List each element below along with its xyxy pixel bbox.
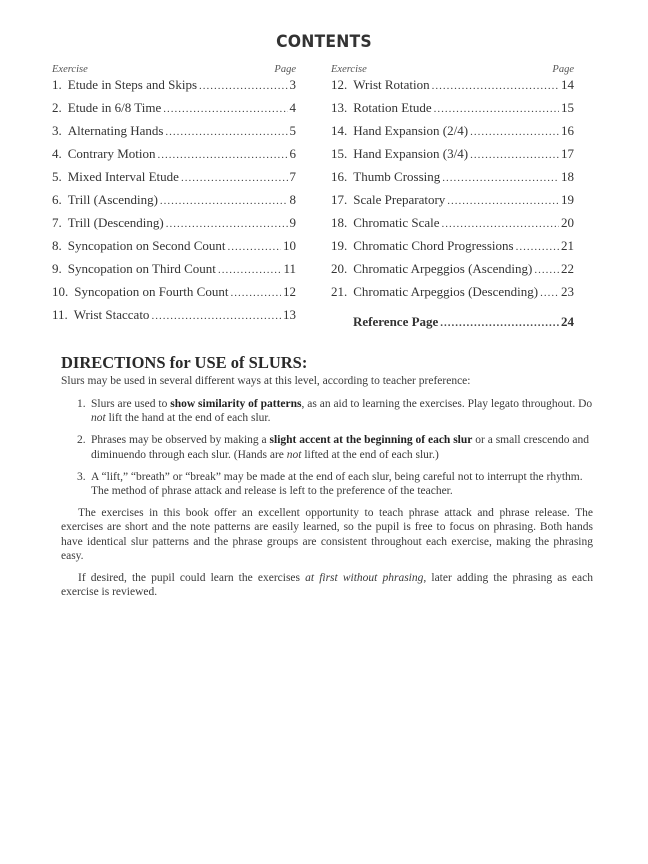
- directions-list: [61, 397, 593, 498]
- entry-number: 11.: [52, 307, 68, 322]
- entry-title: Alternating Hands: [67, 123, 164, 138]
- entry-page: 7: [289, 169, 296, 184]
- dot-leader: [199, 78, 287, 94]
- toc-entry[interactable]: [52, 238, 296, 255]
- dot-leader: [218, 262, 282, 278]
- toc-entry[interactable]: [52, 215, 296, 232]
- page-header: Page: [274, 64, 296, 75]
- entry-page: 5: [289, 123, 296, 138]
- entry-page: 24: [561, 314, 574, 329]
- entry-page: 22: [561, 261, 574, 276]
- body-paragraph: [61, 506, 593, 563]
- entry-title: Chromatic Scale: [353, 215, 440, 230]
- dot-leader: [442, 170, 559, 186]
- directions-intro: Slurs may be used in several different ways at this level, according to teacher preference:: [61, 375, 471, 387]
- dot-leader: [166, 216, 288, 232]
- entry-page: 23: [561, 284, 574, 299]
- italic-text: at first without phrasing: [305, 572, 424, 585]
- entry-number: 7.: [52, 215, 62, 230]
- text-run: Phrases may be observed by making a: [91, 434, 270, 447]
- toc-entry[interactable]: [52, 123, 296, 140]
- entry-title: Syncopation on Third Count: [67, 261, 216, 276]
- toc-entry[interactable]: [52, 77, 296, 94]
- dot-leader: [540, 285, 559, 301]
- toc-entry[interactable]: [331, 261, 574, 278]
- entry-page: 9: [289, 215, 296, 230]
- entry-title: Chromatic Arpeggios (Ascending): [353, 261, 533, 276]
- entry-number: 5.: [52, 169, 62, 184]
- entry-page: 18: [561, 169, 574, 184]
- entry-title: Contrary Motion: [67, 146, 156, 161]
- page-title: CONTENTS: [276, 32, 372, 52]
- entry-title: Trill (Descending): [67, 215, 164, 230]
- dot-leader: [151, 308, 281, 324]
- entry-page: 19: [561, 192, 574, 207]
- entry-title: Thumb Crossing: [353, 169, 441, 184]
- entry-page: 8: [289, 192, 296, 207]
- entry-number: 8.: [52, 238, 62, 253]
- toc-column-left: [52, 62, 296, 322]
- entry-number: 10.: [52, 284, 69, 299]
- entry-title: Scale Preparatory: [353, 192, 446, 207]
- entry-title: Syncopation on Fourth Count: [74, 284, 229, 299]
- directions-heading: DIRECTIONS for USE of SLURS:: [61, 353, 308, 372]
- text-run: or a small crescendo and diminuendo through each slur. (Hands are: [91, 434, 589, 461]
- italic-text: not: [91, 412, 106, 425]
- entry-number: 6.: [52, 192, 62, 207]
- entry-page: 17: [561, 146, 574, 161]
- dot-leader: [160, 193, 288, 209]
- entry-number: 3.: [52, 123, 62, 138]
- text-run: , as an aid to learning the exercises. Play legato throughout. Do: [301, 398, 593, 410]
- entry-number: 13.: [331, 100, 348, 115]
- entry-title: Wrist Staccato: [73, 307, 150, 322]
- toc-entry[interactable]: [331, 215, 574, 232]
- toc-entry[interactable]: [331, 284, 574, 301]
- entry-page: 13: [283, 307, 296, 322]
- dot-leader: [228, 239, 281, 255]
- entry-title: Chromatic Chord Progressions: [353, 238, 514, 253]
- toc-entry[interactable]: [331, 192, 574, 209]
- bold-text: show similarity of patterns: [170, 398, 302, 410]
- entry-title: Etude in 6/8 Time: [67, 100, 162, 115]
- item-text: [91, 398, 592, 424]
- entry-number: 16.: [331, 169, 348, 184]
- toc-entry[interactable]: [331, 100, 574, 117]
- entry-title: Rotation Etude: [353, 100, 432, 115]
- toc-entry[interactable]: [52, 169, 296, 186]
- entry-page: 15: [561, 100, 574, 115]
- entry-title: Mixed Interval Etude: [67, 169, 179, 184]
- entry-page: 21: [561, 238, 574, 253]
- page-header: Page: [552, 64, 574, 75]
- entry-number: 4.: [52, 146, 62, 161]
- toc-column-header: [52, 62, 296, 77]
- item-number: 3.: [77, 470, 86, 483]
- directions-item: [61, 470, 593, 498]
- dot-leader: [163, 101, 287, 117]
- entry-page: 16: [561, 123, 574, 138]
- directions-paragraphs: [61, 506, 593, 599]
- toc-entry[interactable]: [52, 307, 296, 324]
- entry-title: Reference Page: [353, 314, 439, 329]
- entry-title: Hand Expansion (2/4): [353, 123, 469, 138]
- entry-page: 12: [283, 284, 296, 299]
- entry-number: 19.: [331, 238, 348, 253]
- entry-page: 14: [561, 77, 574, 92]
- entry-number: 14.: [331, 123, 348, 138]
- toc-entry[interactable]: [52, 100, 296, 117]
- text-run: A “lift,” “breath” or “break” may be made at the end of each slur, being careful not to interrupt the rhythm. The method of phrase attack and release is left to the preference of the teacher.: [91, 470, 583, 498]
- toc-entry[interactable]: [331, 77, 574, 94]
- text-run: lift the hand at the end of each slur.: [105, 412, 271, 425]
- dot-leader: [434, 101, 559, 117]
- dot-leader: [516, 239, 559, 255]
- entry-number: 9.: [52, 261, 62, 276]
- entry-page: 3: [289, 77, 296, 92]
- directions-item: [61, 433, 593, 461]
- entry-title: Hand Expansion (3/4): [353, 146, 469, 161]
- toc-column-header: [331, 62, 574, 77]
- item-number: 1.: [77, 398, 86, 410]
- entry-page: 10: [283, 238, 296, 253]
- exercise-header: Exercise: [331, 64, 367, 75]
- entry-page: 20: [561, 215, 574, 230]
- text-run: lifted at the end of each slur.): [301, 448, 439, 461]
- exercise-header: Exercise: [52, 64, 88, 75]
- text-run: , later adding the phrasing as each exercise is reviewed.: [61, 572, 593, 599]
- dot-leader: [442, 216, 559, 232]
- toc-entry[interactable]: [331, 146, 574, 163]
- entry-number: 12.: [331, 77, 348, 92]
- item-text: [91, 471, 583, 497]
- entry-number: 2.: [52, 100, 62, 115]
- dot-leader: [470, 124, 559, 140]
- entry-number: 17.: [331, 192, 348, 207]
- toc-entry[interactable]: [52, 192, 296, 209]
- body-paragraph: [61, 571, 593, 599]
- toc-column-right: [331, 62, 574, 329]
- entry-number: 15.: [331, 146, 348, 161]
- entry-number: 21.: [331, 284, 348, 299]
- toc-entry-reference[interactable]: [331, 314, 574, 331]
- item-number: 2.: [77, 434, 86, 447]
- toc-entry[interactable]: [52, 284, 296, 301]
- text-run: If desired, the pupil could learn the exercises: [78, 572, 306, 585]
- entry-page: 4: [289, 100, 296, 115]
- toc-entry[interactable]: [331, 238, 574, 255]
- entry-page: 11: [283, 261, 296, 276]
- dot-leader: [165, 124, 287, 140]
- entry-page: 6: [289, 146, 296, 161]
- toc-entry[interactable]: [331, 169, 574, 186]
- entry-title: Syncopation on Second Count: [67, 238, 226, 253]
- entry-title: Chromatic Arpeggios (Descending): [353, 284, 539, 299]
- dot-leader: [230, 285, 281, 301]
- text-run: The exercises in this book offer an excellent opportunity to teach phrase attack and phrase release. The exercises are short and the note patterns are easily learned, so the pupil is free to focus on phrasing. Both hands have identical slur patterns and the phrase groups are consistent throughout each exercise, making the phrasing easy.: [61, 507, 593, 562]
- directions-section: [61, 354, 593, 607]
- entry-number: 20.: [331, 261, 348, 276]
- dot-leader: [534, 262, 559, 278]
- entry-title: Trill (Ascending): [67, 192, 158, 207]
- dot-leader: [432, 78, 559, 94]
- dot-leader: [181, 170, 288, 186]
- text-run: Slurs are used to: [91, 398, 171, 410]
- directions-item: [61, 397, 593, 425]
- toc-entry[interactable]: [52, 261, 296, 278]
- entry-title: Wrist Rotation: [353, 77, 430, 92]
- dot-leader: [158, 147, 288, 163]
- bold-text: slight accent at the beginning of each slur: [269, 434, 473, 447]
- item-text: [91, 434, 589, 460]
- entry-title: Etude in Steps and Skips: [67, 77, 198, 92]
- entry-number: 18.: [331, 215, 348, 230]
- dot-leader: [470, 147, 559, 163]
- toc-entry[interactable]: [52, 146, 296, 163]
- dot-leader: [440, 315, 559, 331]
- dot-leader: [447, 193, 559, 209]
- entry-number: 1.: [52, 77, 62, 92]
- italic-text: not: [286, 448, 302, 461]
- toc-entry[interactable]: [331, 123, 574, 140]
